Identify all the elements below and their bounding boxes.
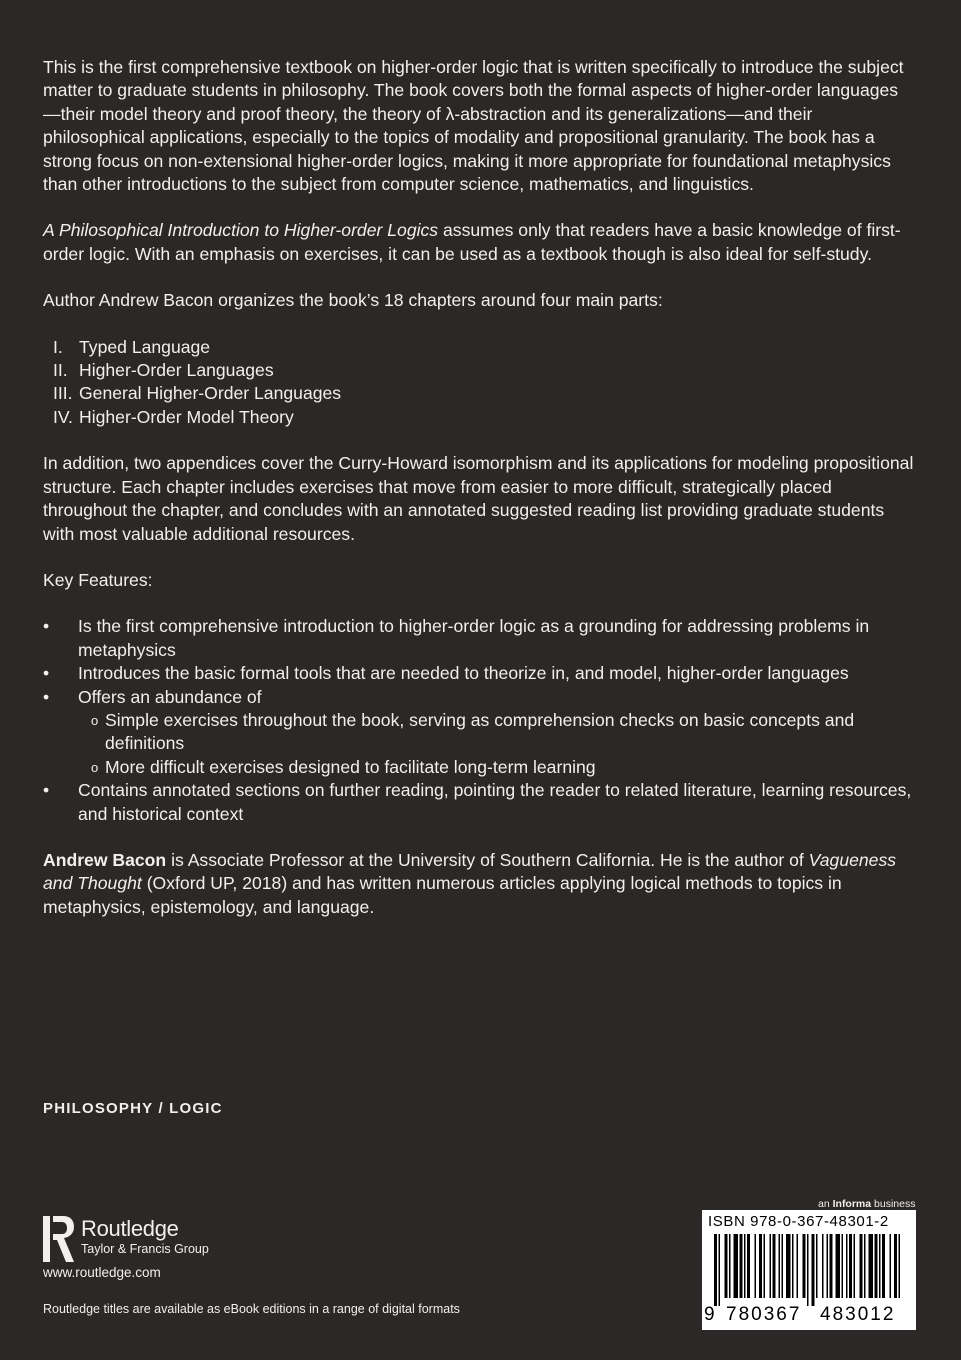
barcode-bar <box>894 1234 897 1298</box>
informa-brand: Informa <box>832 1198 872 1210</box>
description-paragraph-4: In addition, two appendices cover the Curry-Howard isomorphism and its applications for modeling propositional structure. Each chapter includes exercises that move from easier to more difficult, strategically placed throughout the chapter, and concludes with an annotated suggested reading list providing graduate students with most valuable additional resources. <box>43 453 914 544</box>
part-label: Higher-Order Model Theory <box>79 406 294 427</box>
list-item <box>43 686 915 780</box>
informa-suffix: business <box>871 1198 916 1210</box>
barcode-bar <box>779 1234 781 1298</box>
barcode-bar <box>879 1234 881 1298</box>
bullet-icon: • <box>43 616 50 637</box>
barcode-panel <box>702 1210 916 1330</box>
barcode-bar <box>869 1234 874 1298</box>
barcode-bar <box>830 1234 833 1298</box>
barcode-bar <box>792 1234 794 1298</box>
feature-text: Contains annotated sections on further reading, pointing the reader to related literature, learning resources, and historical context <box>78 780 912 824</box>
barcode-bar <box>759 1234 762 1298</box>
barcode-digits-right: 483012 <box>820 1304 896 1325</box>
barcode-bar <box>890 1234 892 1298</box>
barcode-bar <box>782 1234 784 1298</box>
author-name: Andrew Bacon <box>43 849 167 870</box>
barcode-bar <box>734 1234 739 1298</box>
part-number: I. <box>53 336 63 357</box>
bullet-icon: • <box>43 780 50 801</box>
informa-prefix: an <box>818 1198 833 1210</box>
sub-feature-text: Simple exercises throughout the book, serving as comprehension checks on basic concepts and definitions <box>105 709 855 754</box>
barcode-bar <box>860 1234 863 1298</box>
part-label: Higher-Order Languages <box>79 360 274 381</box>
part-label: Typed Language <box>79 336 211 357</box>
barcode-bar <box>714 1234 717 1306</box>
routledge-logo <box>43 1216 209 1262</box>
barcode-bar <box>864 1234 866 1298</box>
description-paragraph-2-text: assumes only that readers have a basic knowledge of first-order logic. With an emphasis on exercises, it can be used as a textbook though is also ideal for self-study. <box>43 220 901 264</box>
barcode-bar <box>816 1234 818 1298</box>
sub-feature-text: More difficult exercises designed to facilitate long-term learning <box>105 756 596 777</box>
key-features-heading: Key Features: <box>43 569 153 590</box>
publisher-name: Routledge <box>81 1216 179 1241</box>
barcode-bar <box>846 1234 848 1298</box>
list-item <box>43 779 915 826</box>
barcode-bar <box>797 1234 799 1298</box>
barcode-bar <box>740 1234 743 1298</box>
barcode-icon <box>714 1234 906 1312</box>
barcode-bar <box>827 1234 829 1298</box>
feature-text: Offers an abundance of <box>78 686 262 707</box>
description-paragraph-3: Author Andrew Bacon organizes the book’s 18 chapters around four main parts: <box>43 290 663 311</box>
author-book-title: Vagueness and Thought <box>43 849 897 894</box>
barcode-bar <box>822 1234 824 1298</box>
ebook-note: Routledge titles are available as eBook editions in a range of digital formats <box>43 1302 460 1316</box>
circle-bullet-icon: o <box>91 712 99 728</box>
barcode-bar <box>755 1234 757 1298</box>
barcode-bar <box>836 1234 841 1298</box>
barcode-bar <box>725 1234 728 1298</box>
barcode-bar <box>729 1234 731 1298</box>
barcode-digit-first: 9 <box>704 1304 717 1325</box>
barcode-bar <box>875 1234 878 1298</box>
author-bio-text: is Associate Professor at the University of Southern California. He is the author of <box>166 849 809 870</box>
barcode-bar <box>812 1234 815 1306</box>
back-cover-text <box>43 56 915 942</box>
list-item <box>43 359 915 382</box>
barcode-bar <box>719 1234 721 1306</box>
part-number: IV. <box>53 406 73 427</box>
part-label: General Higher-Order Languages <box>79 383 342 404</box>
circle-bullet-icon: o <box>91 759 99 775</box>
feature-text: Introduces the basic formal tools that are needed to theorize in, and model, higher-order languages <box>78 663 849 684</box>
barcode-bar <box>744 1234 746 1298</box>
barcode-bar <box>899 1234 901 1298</box>
barcode-bar <box>842 1234 844 1298</box>
barcode-digits-left: 780367 <box>726 1304 802 1325</box>
feature-text: Is the first comprehensive introduction to higher-order logic as a grounding for addressing problems in metaphysics <box>78 616 870 660</box>
sub-features-list <box>43 709 915 779</box>
list-item <box>43 615 915 662</box>
description-paragraph-1: This is the first comprehensive textbook on higher-order logic that is written specifically to introduce the subject matter to graduate students in philosophy. The book covers both the formal aspects of higher-order languages—their model theory and proof theory, the theory of λ-abstraction and its generalizations—and their philosophical applications, especially to the topics of modality and propositional granularity. The book has a strong focus on non-extensional higher-order logics, making it more appropriate for foundational metaphysics than other introductions to the subject from computer science, mathematics, and linguistics. <box>43 57 904 195</box>
barcode-bar <box>764 1234 766 1298</box>
routledge-r-icon <box>43 1216 75 1262</box>
author-bio-text-2: (Oxford UP, 2018) and has written numerous articles applying logical methods to topics in metaphysics, epistemology, and language. <box>43 873 842 917</box>
barcode-bar <box>770 1234 772 1298</box>
list-item <box>43 406 915 429</box>
bullet-icon: • <box>43 663 50 684</box>
book-title: A Philosophical Introduction to Higher-order Logics <box>43 220 439 241</box>
isbn-label: ISBN 978-0-367-48301-2 <box>708 1213 889 1230</box>
description-paragraph-2 <box>43 219 915 266</box>
key-features-list <box>43 615 915 826</box>
barcode-bar <box>747 1234 750 1298</box>
barcode-bar <box>849 1234 852 1298</box>
publisher-website: www.routledge.com <box>43 1265 161 1280</box>
informa-note <box>818 1198 915 1210</box>
barcode-bar <box>803 1234 806 1298</box>
barcode-bar <box>882 1234 885 1298</box>
parts-list <box>43 336 915 430</box>
list-item <box>43 382 915 405</box>
barcode-bar <box>786 1234 791 1298</box>
barcode-bar <box>807 1234 809 1306</box>
list-item <box>91 709 915 756</box>
part-number: II. <box>53 360 68 381</box>
list-item <box>43 336 915 359</box>
barcode-bar <box>773 1234 776 1298</box>
bullet-icon: • <box>43 686 50 707</box>
publisher-group: Taylor & Francis Group <box>81 1242 209 1256</box>
list-item <box>91 756 915 779</box>
barcode-bar <box>854 1234 856 1298</box>
list-item <box>43 662 915 685</box>
author-bio <box>43 849 915 919</box>
subject-category: PHILOSOPHY / LOGIC <box>43 1100 223 1117</box>
part-number: III. <box>53 383 73 404</box>
